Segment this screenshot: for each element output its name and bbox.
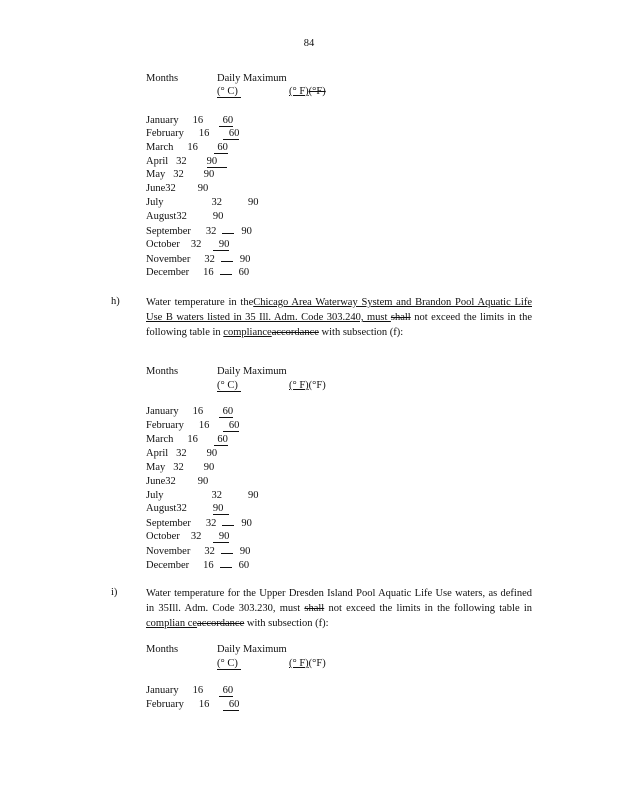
fahrenheit-header: (° F)(°F)	[289, 658, 326, 669]
daily-max-header: Daily Maximum	[217, 644, 287, 655]
row-september: September 32 90	[146, 518, 252, 529]
row-august: August32 90	[146, 503, 229, 515]
months-header: Months	[146, 366, 179, 377]
celsius-header: (° C)	[217, 86, 241, 98]
row-april: April 32 90	[146, 156, 227, 168]
row-june: June32 90	[146, 183, 209, 194]
section-h-label: h)	[111, 296, 120, 307]
page-number: 84	[303, 38, 315, 49]
row-august: August32 90	[146, 211, 224, 222]
row-july: July 32 90	[146, 490, 259, 501]
row-july: July 32 90	[146, 197, 259, 208]
daily-max-header: Daily Maximum	[217, 366, 287, 377]
months-header: Months	[146, 73, 179, 84]
section-h-paragraph: Water temperature in theChicago Area Waterway System and Brandon Pool Aquatic Life Use B waters listed in 35 Ill. Adm. Code 303.240, must shall not exceed the limits in the following table in complianceaccordance with subsection (f):	[146, 297, 532, 338]
fahrenheit-header: (° F)(°F)	[289, 86, 326, 97]
celsius-header: (° C)	[217, 380, 241, 392]
row-february: February 16 60	[146, 699, 240, 710]
row-march: March 16 60	[146, 142, 228, 153]
row-may: May 32 90	[146, 462, 215, 473]
daily-max-header: Daily Maximum	[217, 73, 287, 84]
row-november: November 32 90	[146, 254, 251, 265]
row-december: December 16 60	[146, 267, 250, 278]
section-i-label: i)	[111, 587, 118, 598]
row-september: September 32 90	[146, 226, 252, 237]
fahrenheit-header: (° F)(°F)	[289, 380, 326, 391]
row-january: January 16 60	[146, 115, 234, 126]
row-november: November 32 90	[146, 546, 251, 557]
section-i-paragraph: Water temperature for the Upper Dresden Island Pool Aquatic Life Use waters, as defined in 35Ill. Adm. Code 303.230, must shall not exceed the limits in the following table in complian ceaccordance with subsection (f):	[146, 588, 532, 629]
row-june: June32 90	[146, 476, 209, 487]
row-january: January 16 60	[146, 406, 234, 417]
celsius-header: (° C)	[217, 658, 241, 670]
row-march: March 16 60	[146, 434, 228, 445]
row-may: May 32 90	[146, 169, 215, 180]
row-january: January 16 60	[146, 685, 234, 696]
row-december: December 16 60	[146, 560, 250, 571]
row-february: February 16 60	[146, 128, 240, 139]
row-february: February 16 60	[146, 420, 240, 431]
row-april: April 32 90	[146, 448, 218, 459]
months-header: Months	[146, 644, 179, 655]
row-october: October 32 90	[146, 239, 230, 250]
row-october: October 32 90	[146, 531, 230, 542]
